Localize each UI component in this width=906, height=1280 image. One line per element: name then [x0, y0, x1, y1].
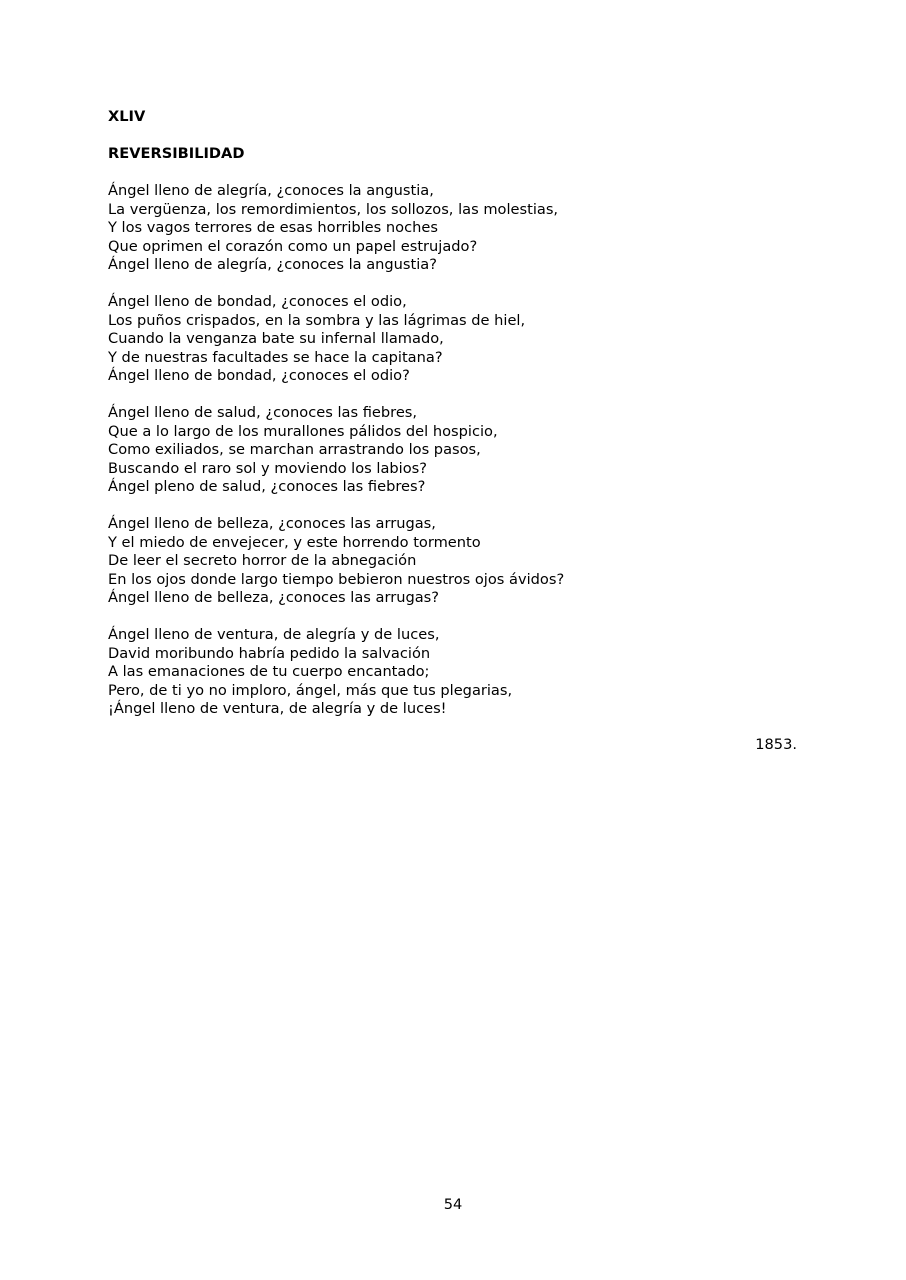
- verse-line: Ángel lleno de bondad, ¿conoces el odio,: [108, 293, 407, 310]
- verse-line: Ángel lleno de alegría, ¿conoces la angustia,: [108, 182, 434, 199]
- verse-line: David moribundo habría pedido la salvación: [108, 644, 431, 662]
- stanza-4: [108, 515, 808, 608]
- verse-line: Ángel pleno de salud, ¿conoces las fiebres?: [108, 478, 426, 495]
- verse-line: Que a lo largo de los murallones pálidos del hospicio,: [108, 422, 498, 440]
- verse-line: Y de nuestras facultades se hace la capitana?: [108, 348, 443, 366]
- verse-line: Ángel lleno de belleza, ¿conoces las arrugas?: [108, 589, 440, 606]
- page-number: 54: [443, 1196, 463, 1213]
- verse-line: A las emanaciones de tu cuerpo encantado;: [108, 663, 430, 680]
- poem-title: REVERSIBILIDAD: [108, 145, 245, 162]
- verse-line: Ángel lleno de belleza, ¿conoces las arrugas,: [108, 515, 436, 532]
- poem-stanzas: [108, 182, 808, 719]
- verse-line: Ángel lleno de ventura, de alegría y de luces,: [108, 626, 440, 643]
- verse-line: Y los vagos terrores de esas horribles noches: [108, 219, 438, 236]
- stanza-1: [108, 182, 808, 275]
- verse-line: Ángel lleno de salud, ¿conoces las fiebres,: [108, 404, 418, 421]
- verse-line: De leer el secreto horror de la abnegación: [108, 552, 417, 569]
- stanza-2: [108, 293, 808, 386]
- stanza-5: [108, 626, 808, 719]
- verse-line: Que oprimen el corazón como un papel estrujado?: [108, 237, 478, 255]
- verse-line: Y el miedo de envejecer, y este horrendo tormento: [108, 533, 481, 551]
- verse-line: La vergüenza, los remordimientos, los sollozos, las molestias,: [108, 200, 559, 218]
- stanza-3: [108, 404, 808, 497]
- verse-line: Buscando el raro sol y moviendo los labios?: [108, 459, 427, 477]
- verse-line: Los puños crispados, en la sombra y las lágrimas de hiel,: [108, 311, 526, 329]
- poem: [108, 108, 808, 737]
- poem-date: 1853.: [755, 736, 797, 753]
- verse-line: Pero, de ti yo no imploro, ángel, más que tus plegarias,: [108, 681, 513, 699]
- verse-line: ¡Ángel lleno de ventura, de alegría y de luces!: [108, 700, 447, 717]
- verse-line: Como exiliados, se marchan arrastrando los pasos,: [108, 441, 481, 458]
- verse-line: En los ojos donde largo tiempo bebieron nuestros ojos ávidos?: [108, 570, 565, 588]
- verse-line: Ángel lleno de bondad, ¿conoces el odio?: [108, 367, 410, 384]
- poem-number: XLIV: [108, 108, 146, 125]
- verse-line: Cuando la venganza bate su infernal llamado,: [108, 330, 444, 347]
- verse-line: Ángel lleno de alegría, ¿conoces la angustia?: [108, 256, 438, 273]
